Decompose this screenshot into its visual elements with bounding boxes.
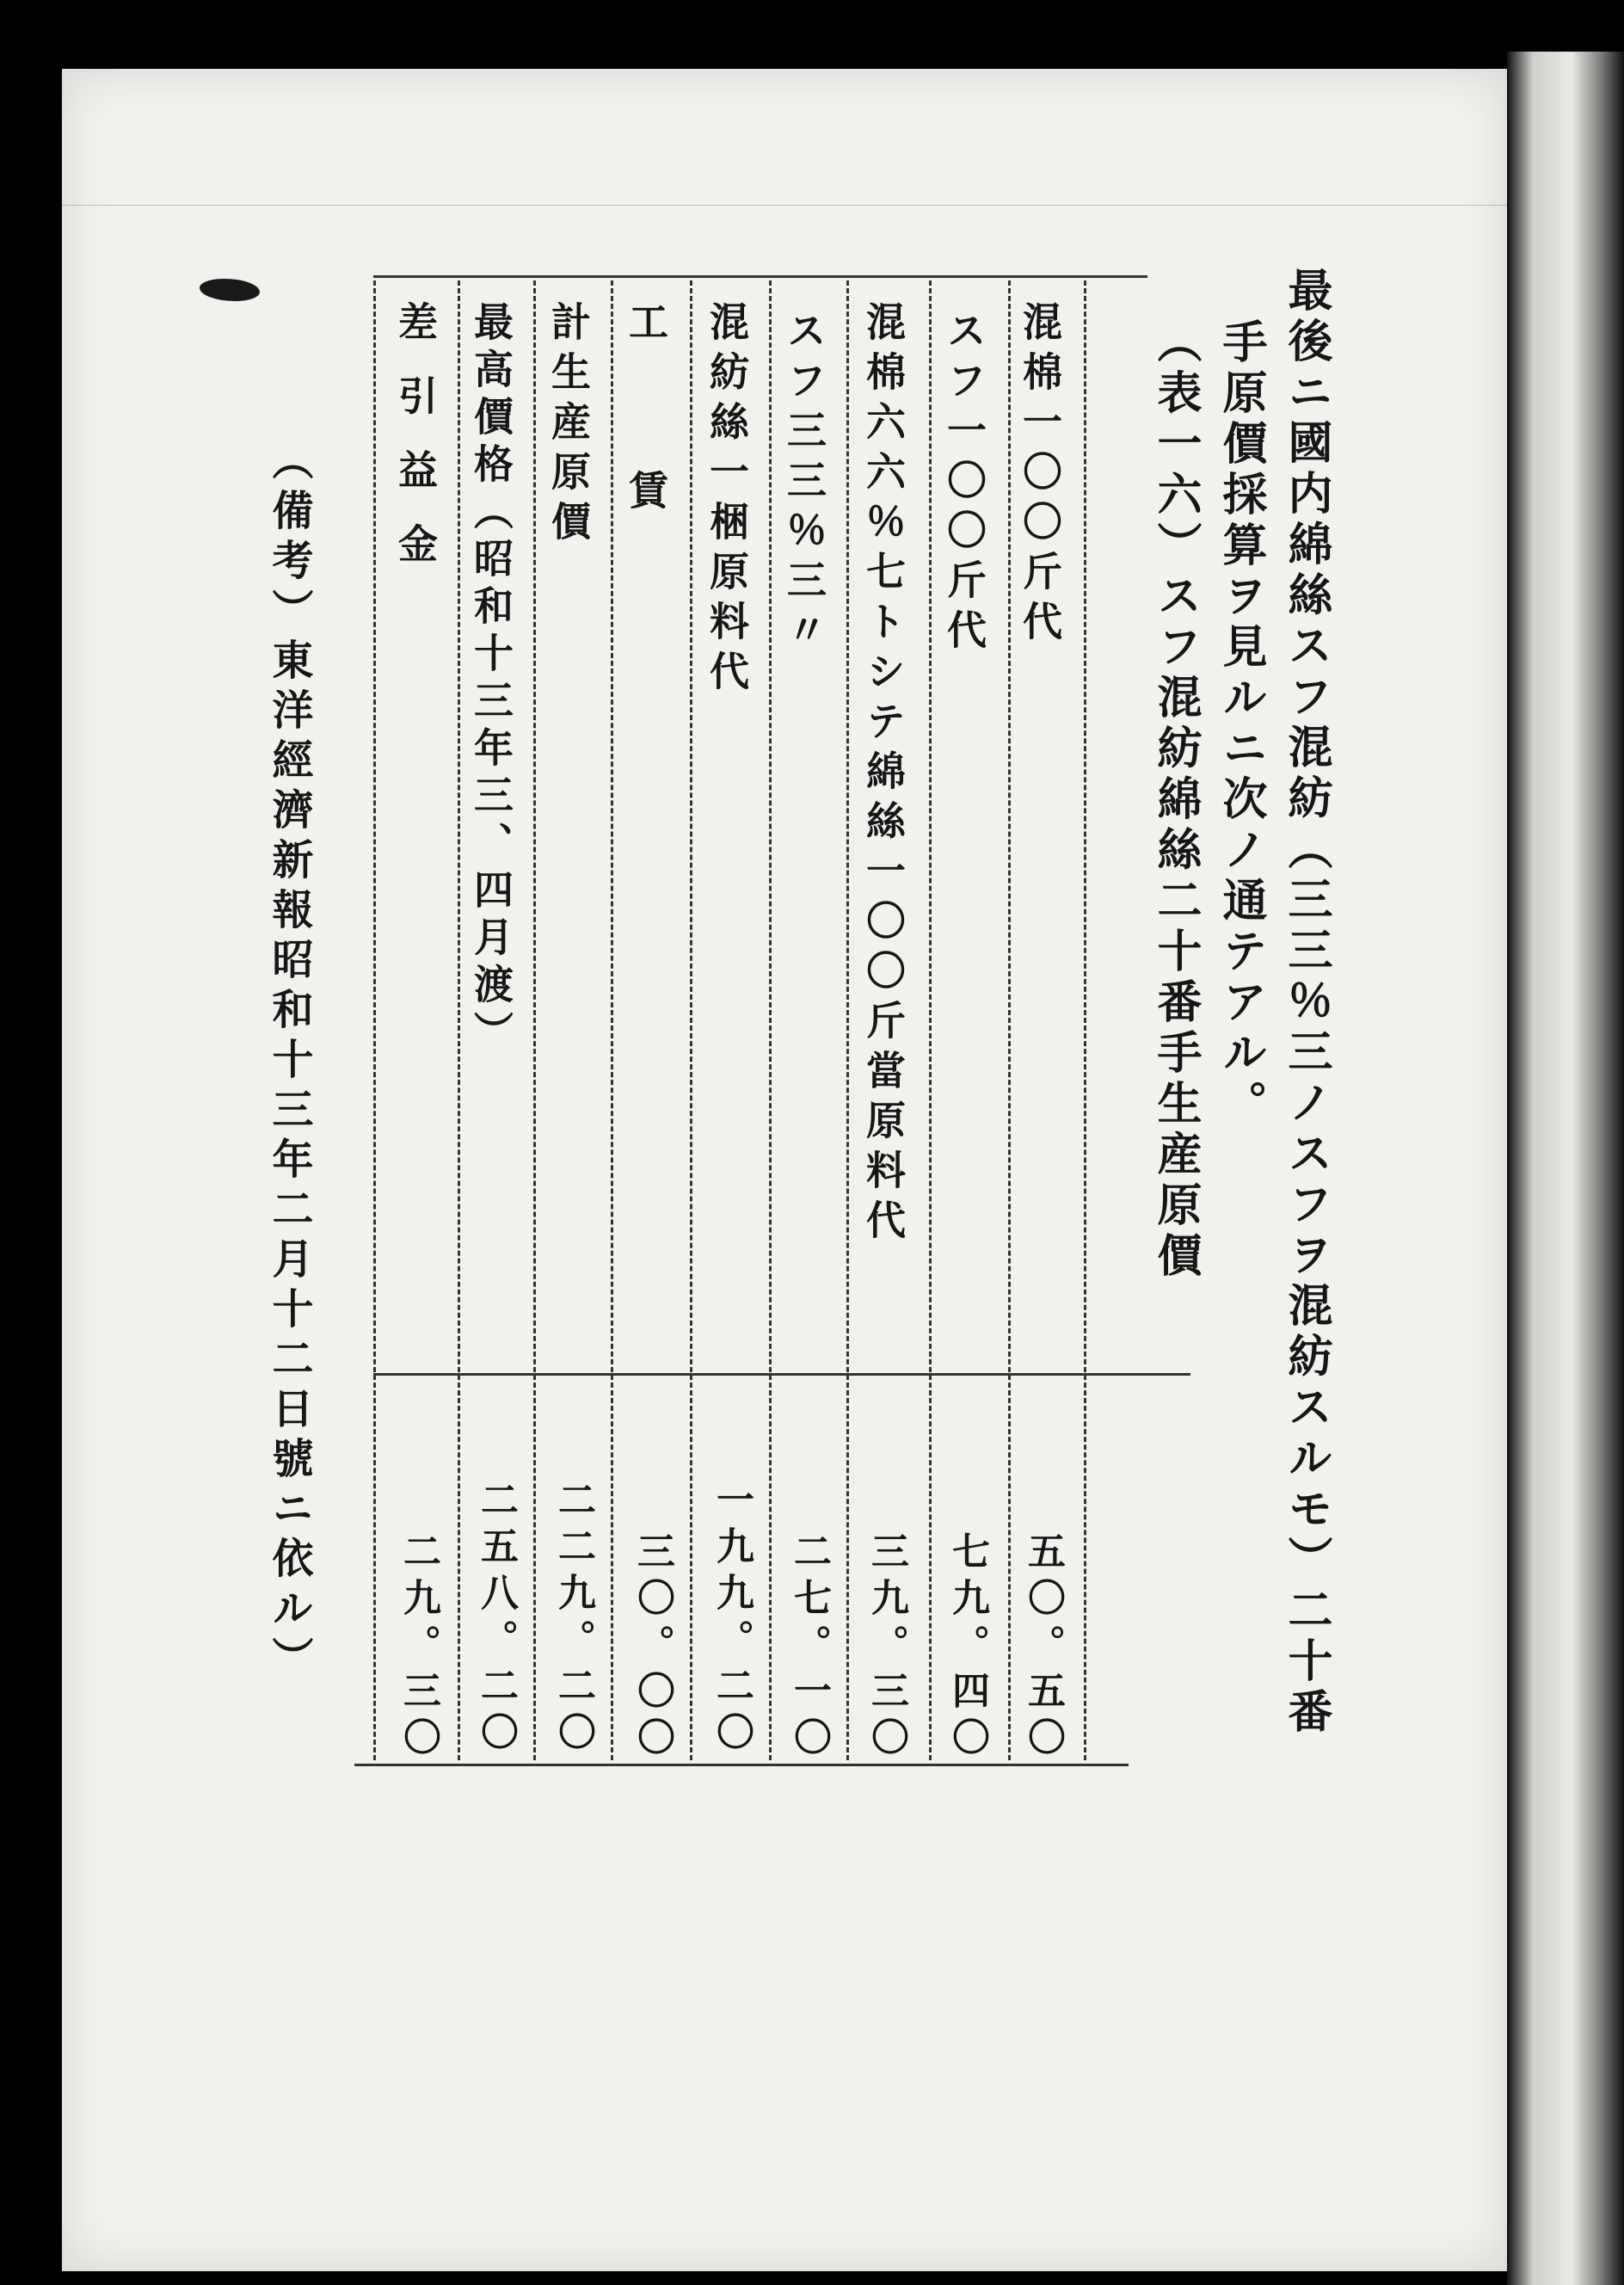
table-top-rule [373,275,1147,278]
row-label: 混棉一〇〇斤代 [1017,301,1063,650]
adjacent-page-edge [1507,52,1624,2285]
row-label: 工賃 [623,301,669,638]
row-label: スフ三三％三〃 [781,310,827,659]
row-value: 二九。三〇 [397,1531,440,1764]
table-col-rule [690,280,692,1760]
row-value: 二七。一〇 [787,1531,831,1764]
row-label: 混紡絲一梱原料代 [704,301,750,700]
row-value: 二二九。二〇 [551,1480,595,1758]
row-value: 三〇。〇〇 [631,1531,674,1764]
table-col-rule [769,280,772,1760]
table-bottom-rule [354,1764,1129,1766]
table-col-rule [1008,280,1011,1760]
intro-line-2: 手原價採算ヲ見ルニ次ノ通テアル。 [1215,318,1267,1130]
row-value: 五〇。五〇 [1021,1531,1065,1764]
row-label: 計生産原價 [545,301,592,551]
source-note: （備考）東洋經濟新報昭和十三年二月十二日號ニ依ル） [265,439,313,1686]
row-value: 七九。四〇 [945,1531,989,1764]
ink-mark [200,279,260,301]
table-col-rule [373,280,376,1760]
row-value: 三九。三〇 [864,1531,908,1764]
row-label: 差引益金 [392,301,439,597]
table-mid-rule [373,1373,1190,1376]
row-label: 混棉六六％七トシテ綿絲一〇〇斤當原料代 [860,301,907,1249]
table-col-rule [458,280,460,1760]
table-col-rule [846,280,849,1760]
row-value: 二五八。二〇 [474,1480,518,1758]
row-value: 一九九。二〇 [710,1480,754,1758]
table-col-rule [1084,280,1086,1760]
row-label: 最高價格（昭和十三年三、四月渡） [468,301,514,1058]
row-label: スフ一〇〇斤代 [941,310,987,659]
table-col-rule [533,280,536,1760]
table-col-rule [611,280,613,1760]
intro-line-1: 最後ニ國内綿絲スフ混紡（三三％三ノスフヲ混紡スルモ）二十番 [1280,267,1332,1739]
intro-line-3: （表一六）スフ混紡綿絲二十番手生産原價 [1149,318,1202,1283]
document-page [62,69,1507,2271]
table-col-rule [929,280,932,1760]
